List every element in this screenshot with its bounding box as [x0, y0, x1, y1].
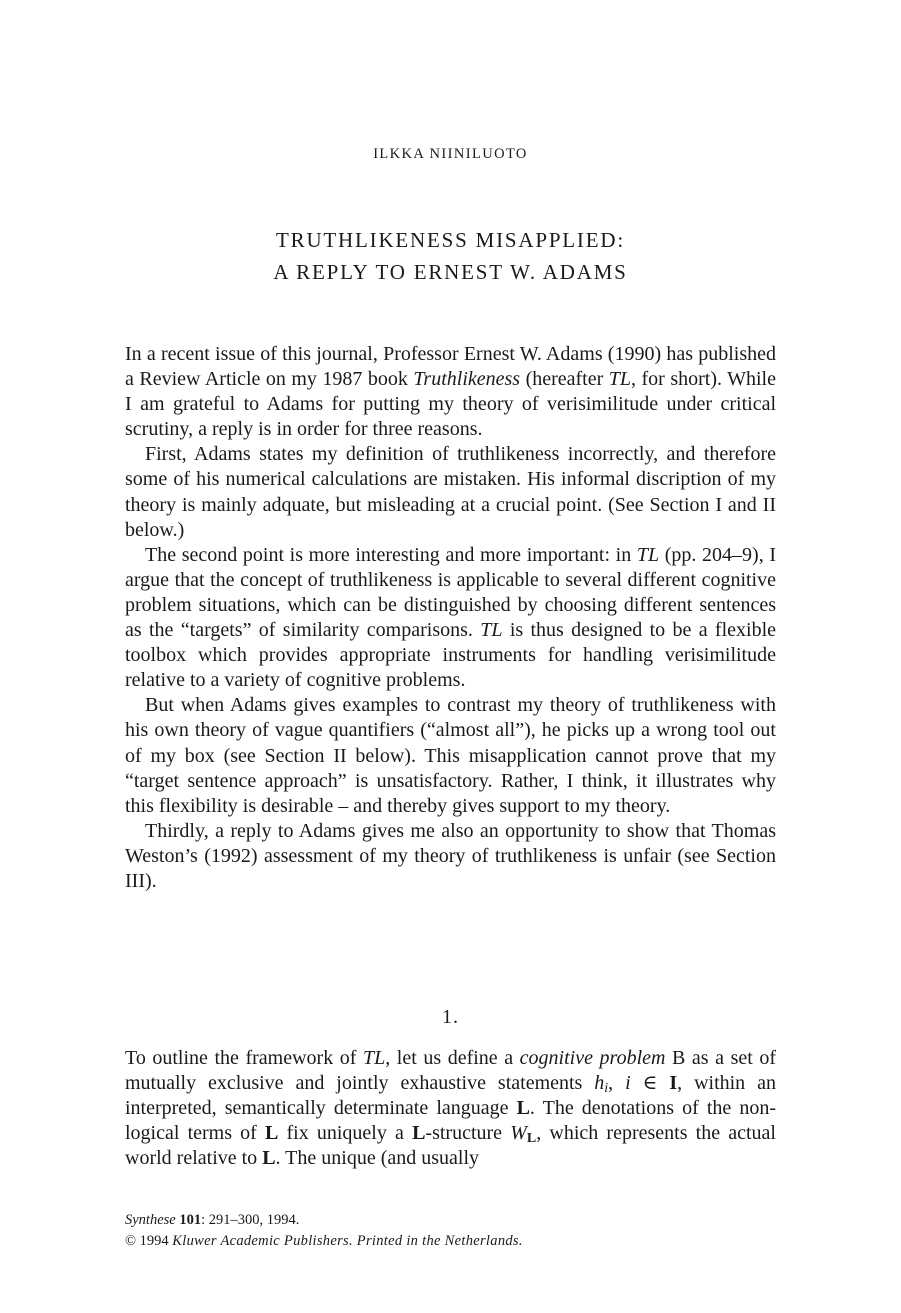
i-subscript: i	[604, 1081, 609, 1097]
w-symbol: W	[510, 1122, 527, 1145]
element-of-symbol: ∈	[630, 1072, 670, 1095]
section-text-5: B as a set of mutually exclusive and jointly exhaustive statements	[125, 1047, 776, 1095]
journal-pages: : 291–300, 1994.	[201, 1212, 300, 1228]
paragraph-3	[125, 543, 776, 694]
tl-abbreviation: TL	[480, 619, 503, 642]
language-symbol: L	[412, 1122, 426, 1145]
h-symbol: h	[594, 1072, 605, 1095]
paragraph-1-text-c: (hereafter	[520, 368, 609, 391]
section-text-14: . The denotations of the non-logical terms of	[125, 1097, 776, 1145]
paragraph-3-text-a: The second point is more interesting and more important: in	[145, 543, 637, 566]
tl-abbreviation: TL	[636, 543, 660, 566]
l-subscript: L	[526, 1131, 537, 1147]
introduction-text	[125, 342, 776, 894]
journal-volume: 101	[179, 1212, 202, 1228]
paragraph-5: Thirdly, a reply to Adams gives me also an opportunity to show that Thomas Weston’s (1992) assessment of my theory of truthlikeness is unfair (see Section III).	[125, 819, 776, 892]
paragraph-2: First, Adams states my definition of truthlikeness incorrectly, and therefore some of his numerical calculations are mistaken. His informal discription of my theory is mainly adquate, but misleading at a crucial point. (See Section I and II below.)	[125, 443, 776, 541]
article-title-line-2: A REPLY TO ERNEST W. ADAMS	[273, 260, 628, 284]
section-text-18: -structure	[425, 1122, 511, 1145]
section-text-21: , which represents the actual world relative to	[125, 1122, 776, 1170]
language-symbol: L	[516, 1097, 530, 1120]
paragraph-1-text-e: , for short). While I am grateful to Adams for putting my theory of verisimilitude under critical scrutiny, a reply is in order for three reasons.	[125, 368, 776, 441]
language-symbol: L	[262, 1147, 276, 1170]
section-text-8: ,	[608, 1072, 626, 1095]
paragraph-1-text-a: In a recent issue of this journal, Professor Ernest W. Adams (1990) has published a Review Article on my 1987 book	[125, 343, 776, 391]
section-text-12: , within an interpreted, semantically determinate language	[125, 1072, 776, 1120]
language-symbol: L	[265, 1122, 279, 1145]
book-title: Truthlikeness	[413, 368, 521, 391]
section-heading-1: 1.	[442, 1006, 459, 1028]
copyright-line	[125, 1231, 523, 1251]
section-text-23: . The unique (and usually	[275, 1147, 480, 1170]
article-title-line-1: TRUTHLIKENESS MISAPPLIED:	[276, 228, 625, 252]
index-set-symbol: I	[669, 1072, 678, 1095]
paragraph-1	[125, 342, 776, 442]
paragraph-3-text-c: (pp. 204–9), I argue that the concept of truthlikeness is applicable to several different cognitive problem situations, which can be distinguished by choosing different sentences as the “targets” of similarity comparisons.	[125, 543, 776, 642]
cognitive-problem-term: cognitive problem	[519, 1047, 666, 1069]
paragraph-4: But when Adams gives examples to contrast my theory of truthlikeness with his own theory of vague quantifiers (“almost all”), he picks up a wrong tool out of my box (see Section II below). This misapplication cannot prove that my “target sentence approach” is unsatisfactory. Rather, I think, it illustrates why this flexibility is desirable – and thereby gives support to my theory.	[125, 694, 776, 817]
tl-abbreviation: TL	[608, 368, 632, 391]
paragraph-3-text-e: is thus designed to be a flexible toolbox which provides appropriate instruments for handling verisimilitude relative to a variety of cognitive problems.	[125, 619, 776, 692]
copyright-symbol: © 1994	[125, 1233, 173, 1249]
section-text-1: To outline the framework of	[125, 1047, 363, 1069]
section-1-text	[125, 1046, 776, 1171]
author-name: ILKKA NIINILUOTO	[373, 146, 528, 162]
section-1-paragraph	[125, 1046, 776, 1171]
tl-abbreviation: TL	[363, 1047, 386, 1069]
journal-name: Synthese	[125, 1212, 176, 1228]
section-text-3: , let us define a	[385, 1047, 520, 1069]
section-text-16: fix uniquely a	[278, 1122, 413, 1145]
journal-citation	[125, 1210, 299, 1230]
publisher-name: Kluwer Academic Publishers. Printed in the Netherlands.	[172, 1233, 523, 1249]
i-symbol: i	[625, 1072, 631, 1095]
